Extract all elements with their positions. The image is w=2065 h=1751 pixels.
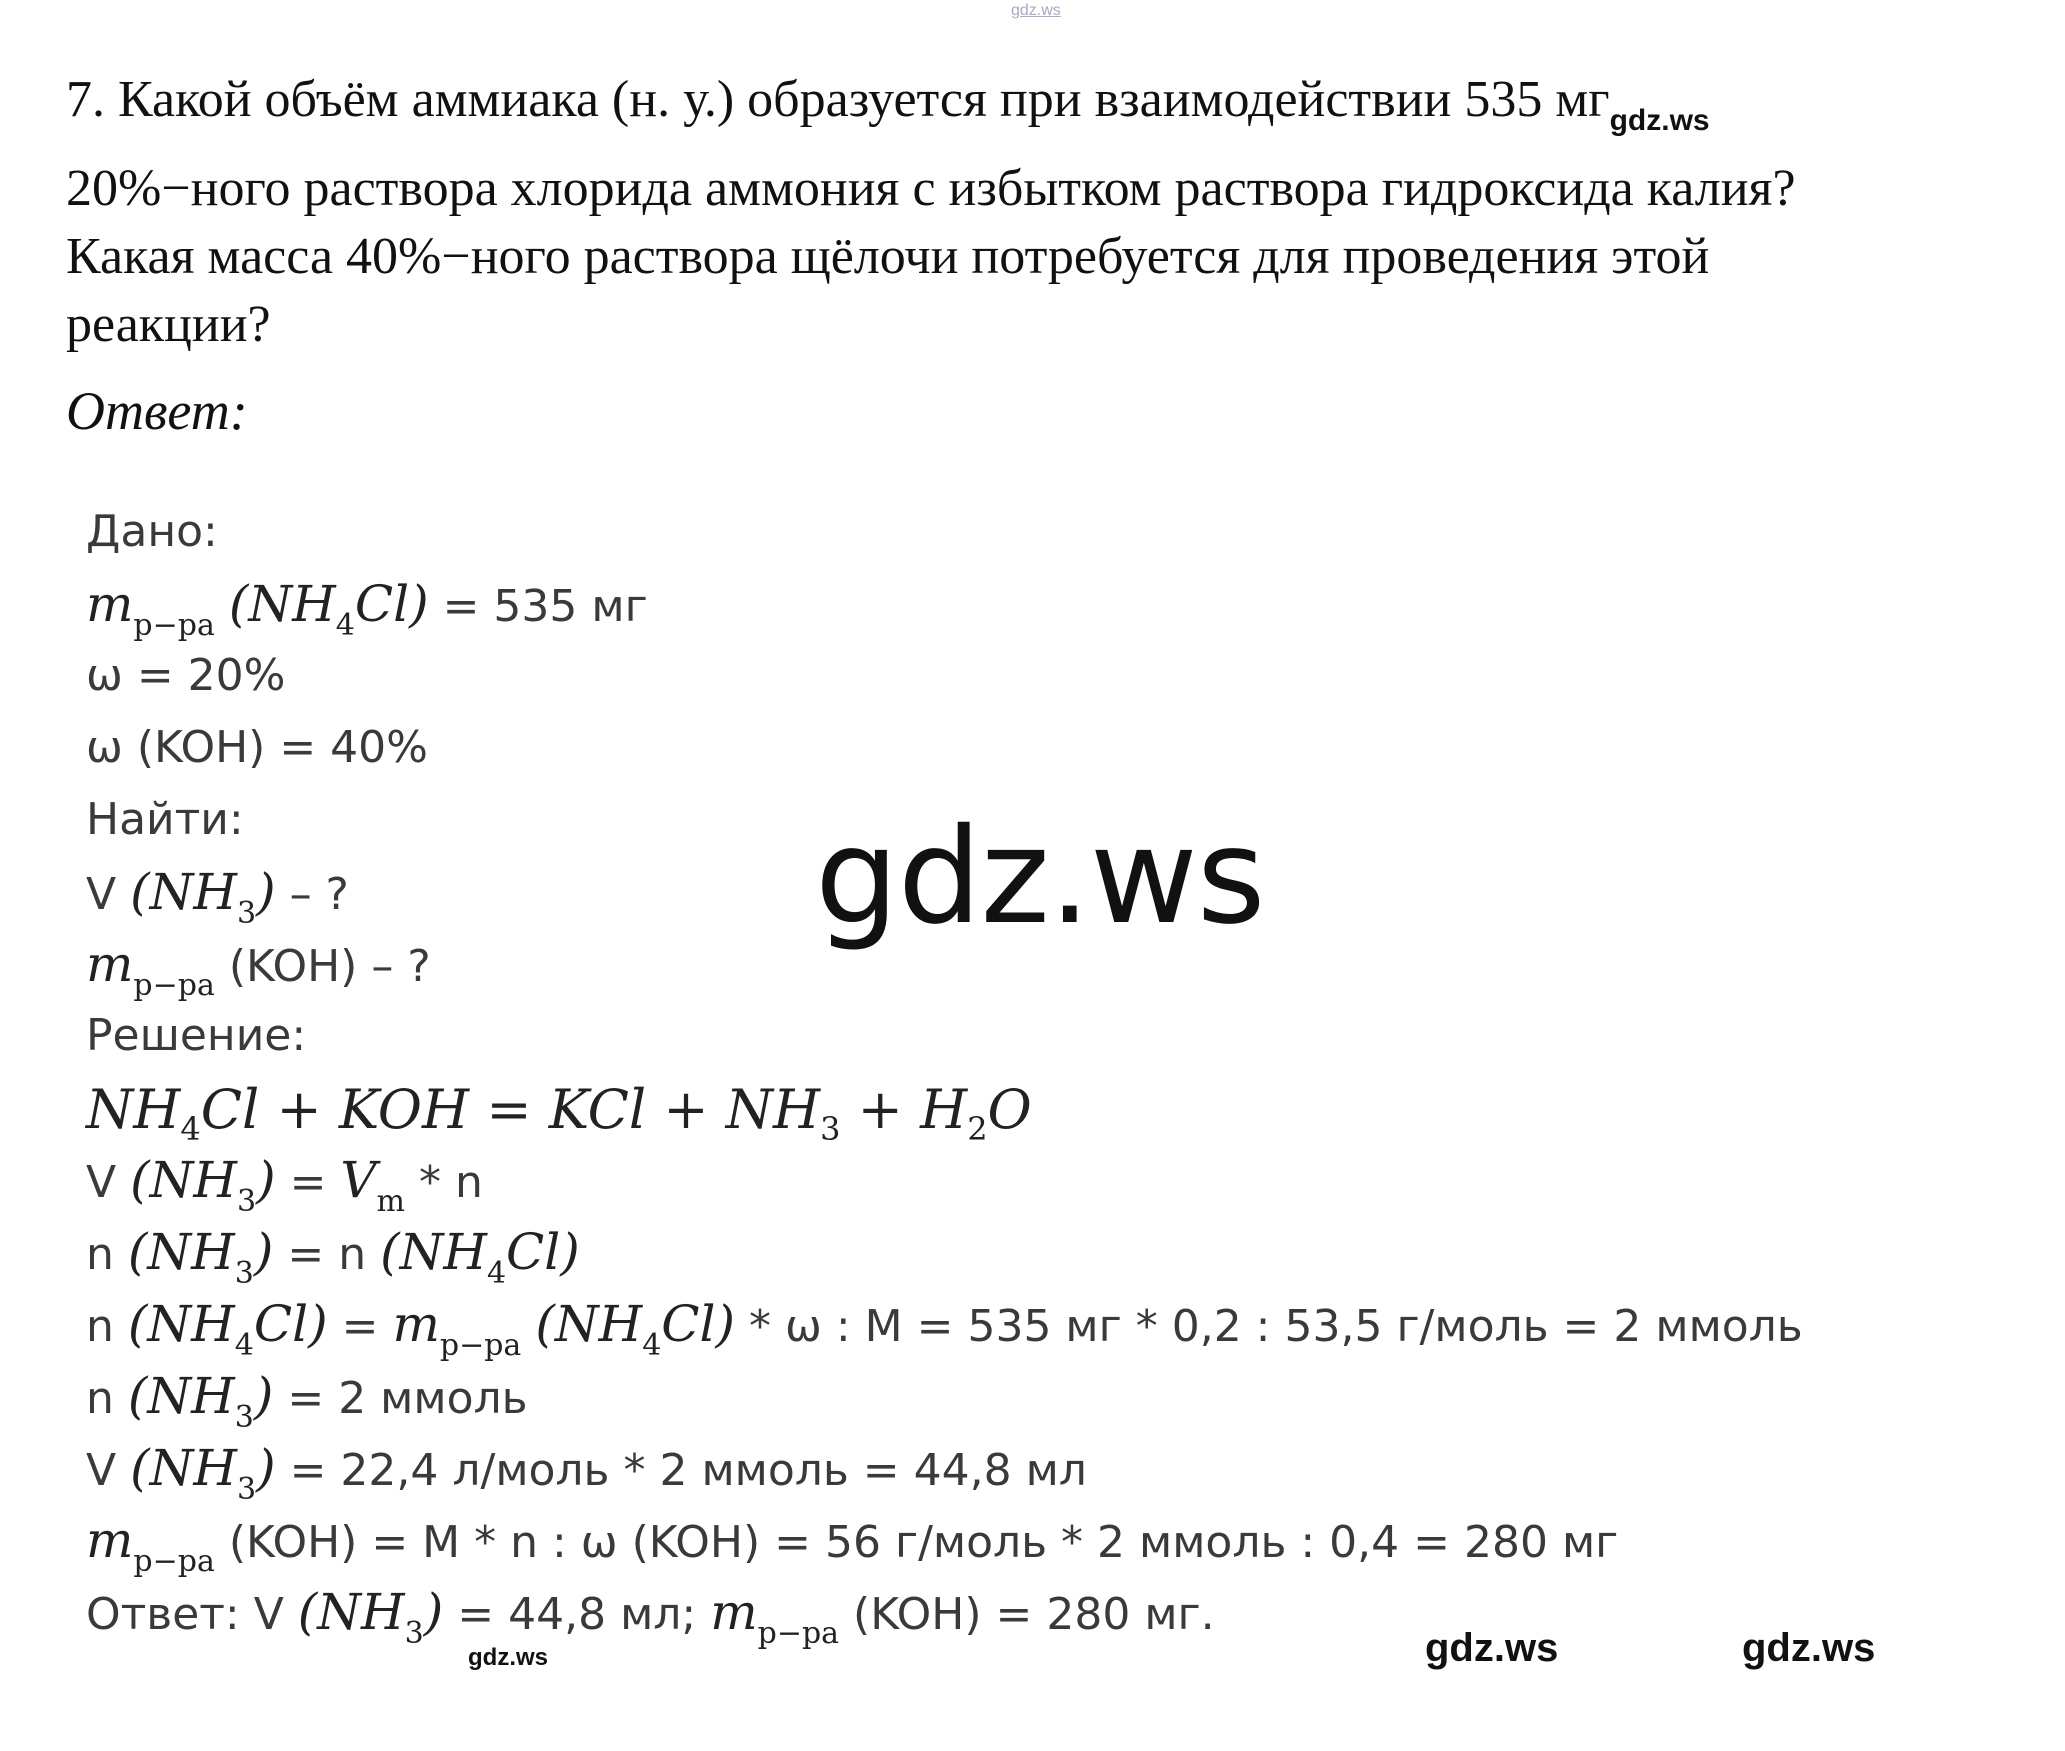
step-moles-equal: n $(NH_3) = n$ $(NH_4Cl)$	[86, 1223, 580, 1291]
watermark-center: gdz.ws	[815, 800, 1265, 954]
solve-label: Решение:	[86, 1010, 307, 1061]
watermark-inline: gdz.ws	[1609, 104, 1710, 137]
given-omega: ω = 20%	[86, 650, 286, 701]
watermark-top: gdz.ws	[1011, 2, 1061, 19]
step-volume-result: V $(NH_3) = 22,4$ л/моль * 2 ммоль = 44,8 мл	[86, 1439, 1087, 1507]
final-answer: Ответ: V $(NH_3) = 44,8$ мл; $m_{р-ра}$ (KOH) = 280 мг.	[86, 1583, 1215, 1651]
step-mass-koh: $m_{р-ра}$ (KOH) = M * n : ω (KOH) = 56 г/моль * 2 ммоль : 0,4 = 280 мг	[86, 1511, 1619, 1579]
given-label: Дано:	[86, 506, 218, 557]
answer-label: Ответ:	[66, 381, 248, 441]
question-text	[66, 66, 2041, 359]
find-volume-nh3: V $(NH_3)$ – ?	[86, 863, 349, 931]
given-mass-solution: $m_{р-ра}$ $(NH_4Cl) = 535$ мг	[86, 575, 648, 643]
question-line-1: 7. Какой объём аммиака (н. у.) образуется при взаимодействии 535 $мг_{gdz.ws}$	[66, 71, 1710, 137]
step-moles-nh3: n $(NH_3) = 2$ ммоль	[86, 1367, 528, 1435]
step-moles-nh4cl: n $(NH_4Cl) = m_{р-ра}$ $(NH_4Cl)$ * ω : M = 535 мг * 0,2 : 53,5 г/моль = 2 ммоль	[86, 1295, 1803, 1363]
question-line-3: Какая масса 40%−ного раствора щёлочи потребуется для проведения этой	[66, 228, 1710, 285]
given-omega-koh: ω (KOH) = 40%	[86, 722, 428, 773]
find-label: Найти:	[86, 794, 244, 845]
watermark-bottom-mid: gdz.ws	[1425, 1626, 1559, 1670]
formula-m-solution: $m_{р-ра}$	[86, 575, 215, 643]
question-line-4: реакции?	[66, 296, 271, 353]
question-line-2: 20%−ного раствора хлорида аммония с избытком раствора гидроксида калия?	[66, 160, 1796, 217]
step-volume-formula: V $(NH_3) = V_m * n$	[86, 1151, 483, 1219]
watermark-bottom-inline: gdz.ws	[468, 1644, 549, 1671]
find-mass-koh: $m_{р-ра}$ (KOH) – ?	[86, 935, 431, 1003]
reaction-equation: $NH_4Cl$ + KOH = KCl + $NH_3 + H_2O$	[86, 1078, 1032, 1148]
watermark-bottom-right: gdz.ws	[1742, 1626, 1876, 1670]
